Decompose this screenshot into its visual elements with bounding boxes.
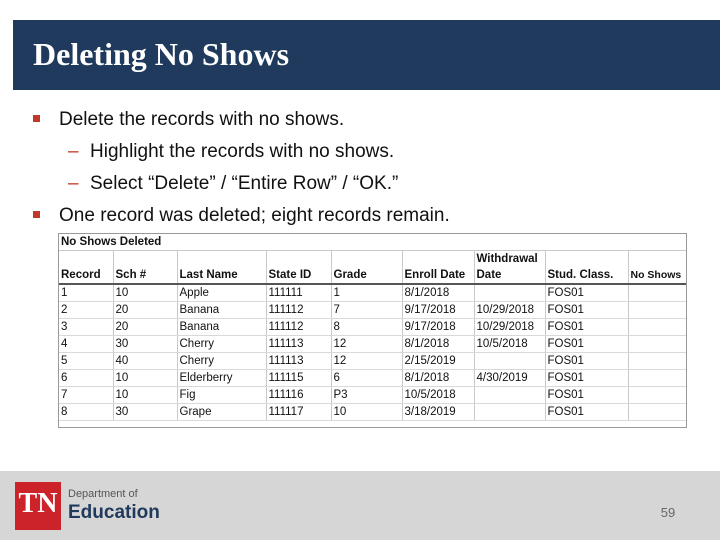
- column-header: Sch #: [113, 267, 177, 284]
- table-cell: 4/30/2019: [474, 370, 545, 387]
- table-cell: 111117: [266, 404, 331, 421]
- table-cell: 8/1/2018: [402, 284, 474, 302]
- table-cell: 1: [331, 284, 402, 302]
- table-cell: Fig: [177, 387, 266, 404]
- sub-bullet-item-1: [30, 136, 710, 168]
- table-cell: 7: [331, 302, 402, 319]
- table-cell: 3: [59, 319, 113, 336]
- table-cell: P3: [331, 387, 402, 404]
- square-bullet-icon: [33, 211, 40, 218]
- table-cell: 111115: [266, 370, 331, 387]
- table-cell: 8/1/2018: [402, 370, 474, 387]
- footer-bar: [0, 471, 720, 540]
- table-cell: FOS01: [545, 353, 628, 370]
- dept-text: Department of: [68, 488, 138, 500]
- records-table: [59, 234, 686, 421]
- table-cell: [628, 353, 686, 370]
- table-title-row: [59, 234, 686, 251]
- table-row: [59, 370, 686, 387]
- column-header: Grade: [331, 267, 402, 284]
- table-cell: 30: [113, 336, 177, 353]
- tn-logo-box: [15, 482, 61, 530]
- tn-education-logo: [15, 482, 160, 530]
- table-cell: Cherry: [177, 336, 266, 353]
- title-bar: [13, 20, 720, 90]
- table-cell: FOS01: [545, 284, 628, 302]
- sub-bullet-text: Select “Delete” / “Entire Row” / “OK.”: [90, 173, 399, 194]
- column-header: Stud. Class.: [545, 267, 628, 284]
- table-cell: 7: [59, 387, 113, 404]
- dash-bullet-icon: –: [68, 173, 79, 194]
- table-cell: 2: [59, 302, 113, 319]
- table-cell: [628, 370, 686, 387]
- table-cell: [474, 404, 545, 421]
- withdrawal-header-top: Withdrawal: [474, 251, 545, 268]
- table-cell: 10/29/2018: [474, 302, 545, 319]
- table-cell: [628, 284, 686, 302]
- table-cell: 2/15/2019: [402, 353, 474, 370]
- table-cell: 8: [331, 319, 402, 336]
- table-cell: 111116: [266, 387, 331, 404]
- slide-title: Deleting No Shows: [33, 36, 290, 72]
- header-row-top: [59, 251, 686, 268]
- table-cell: 8/1/2018: [402, 336, 474, 353]
- table-cell: 30: [113, 404, 177, 421]
- table-cell: 9/17/2018: [402, 319, 474, 336]
- table-cell: FOS01: [545, 387, 628, 404]
- table-cell: 4: [59, 336, 113, 353]
- bullet-item-1: [30, 104, 710, 136]
- table-cell: [628, 336, 686, 353]
- table-cell: 10: [113, 387, 177, 404]
- bullet-list: [30, 104, 710, 232]
- column-header: Date: [474, 267, 545, 284]
- table-cell: Banana: [177, 319, 266, 336]
- column-header: No Shows: [628, 267, 686, 284]
- table-row: [59, 302, 686, 319]
- table-cell: FOS01: [545, 404, 628, 421]
- table-cell: 12: [331, 353, 402, 370]
- column-header: Record: [59, 267, 113, 284]
- table-body: [59, 284, 686, 421]
- table-cell: 20: [113, 319, 177, 336]
- dash-bullet-icon: –: [68, 141, 79, 162]
- column-header: State ID: [266, 267, 331, 284]
- table-cell: 111113: [266, 336, 331, 353]
- bullet-item-2: [30, 200, 710, 232]
- table-cell: 10/29/2018: [474, 319, 545, 336]
- table-cell: 40: [113, 353, 177, 370]
- table-row: [59, 387, 686, 404]
- table-cell: 10: [331, 404, 402, 421]
- table-cell: [628, 319, 686, 336]
- table-cell: 111112: [266, 302, 331, 319]
- table-cell: [628, 387, 686, 404]
- table-cell: FOS01: [545, 302, 628, 319]
- table-cell: 10/5/2018: [474, 336, 545, 353]
- education-text: Education: [68, 502, 160, 523]
- bullet-text: Delete the records with no shows.: [59, 109, 345, 130]
- table-cell: [474, 353, 545, 370]
- table-cell: 6: [331, 370, 402, 387]
- table-cell: 12: [331, 336, 402, 353]
- table-title: No Shows Deleted: [59, 234, 686, 251]
- square-bullet-icon: [33, 115, 40, 122]
- table-cell: FOS01: [545, 319, 628, 336]
- bullet-text: One record was deleted; eight records remain.: [59, 205, 450, 226]
- table-cell: 111113: [266, 353, 331, 370]
- page-number: 59: [660, 505, 676, 520]
- table-cell: 10: [113, 284, 177, 302]
- table-cell: [474, 387, 545, 404]
- sub-bullet-text: Highlight the records with no shows.: [90, 141, 395, 162]
- table-cell: 6: [59, 370, 113, 387]
- table-row: [59, 404, 686, 421]
- column-header: Last Name: [177, 267, 266, 284]
- table-cell: 111112: [266, 319, 331, 336]
- table-row: [59, 319, 686, 336]
- table-cell: [628, 404, 686, 421]
- table-cell: 10: [113, 370, 177, 387]
- table-cell: 8: [59, 404, 113, 421]
- table-row: [59, 336, 686, 353]
- table-cell: 20: [113, 302, 177, 319]
- table-cell: [474, 284, 545, 302]
- table-cell: Cherry: [177, 353, 266, 370]
- table-cell: 111111: [266, 284, 331, 302]
- table-cell: [628, 302, 686, 319]
- table-cell: Banana: [177, 302, 266, 319]
- table-cell: 10/5/2018: [402, 387, 474, 404]
- table-cell: FOS01: [545, 336, 628, 353]
- sub-bullet-item-2: [30, 168, 710, 200]
- table-row: [59, 353, 686, 370]
- table-cell: FOS01: [545, 370, 628, 387]
- table-cell: Elderberry: [177, 370, 266, 387]
- table-cell: 1: [59, 284, 113, 302]
- table-cell: 9/17/2018: [402, 302, 474, 319]
- table-cell: Apple: [177, 284, 266, 302]
- table-cell: 5: [59, 353, 113, 370]
- tn-logo-text: TN: [18, 488, 58, 519]
- table-row: [59, 284, 686, 302]
- header-row: [59, 267, 686, 284]
- table-cell: 3/18/2019: [402, 404, 474, 421]
- spreadsheet-image: [58, 233, 687, 428]
- column-header: Enroll Date: [402, 267, 474, 284]
- table-cell: Grape: [177, 404, 266, 421]
